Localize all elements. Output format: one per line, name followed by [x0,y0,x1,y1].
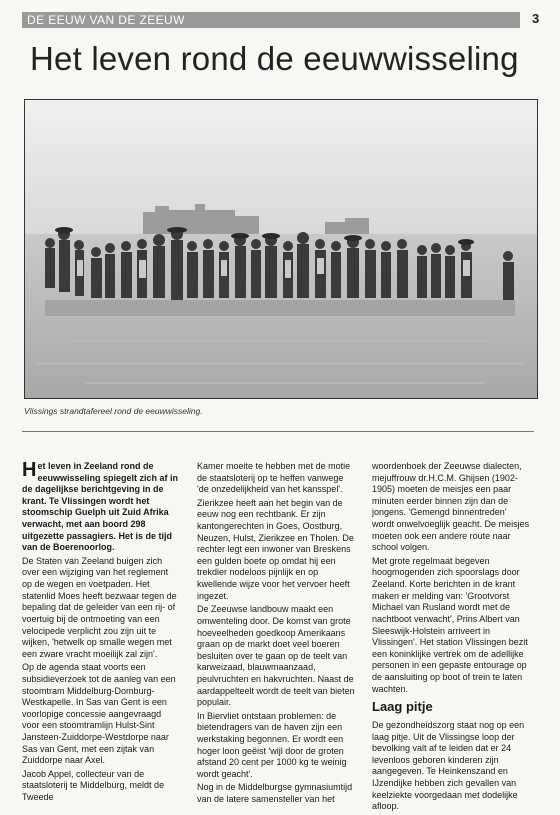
body-paragraph: Kamer moeite te hebben met de motie de staatsloterij op te heffen vanwege 'de onzedelijkheid van het kansspel'. [197,461,351,495]
body-paragraph: woordenboek der Zeeuwse dialecten, mejuffrouw dr.H.C.M. Ghijsen (1902-1905) moeten de meisjes een paar minuten eerder binnen zijn dan de jongens. 'Gemengd binnentreden' wordt onwelvoeglijk geacht. De meisjes moeten ook een andere route naar school volgen. [372,461,530,553]
body-paragraph: Op de agenda staat voorts een subsidieverzoek tot de aanleg van een stoomtram Middelburg-Domburg-Westkapelle. In Sas van Gent is een voorlopige concessie aangevraagd voor een stoomtramlijn Hulst-Sint Jansteen-Zuiddorpe-Westdorpe naar Sas van Gent, met een zijtak van Zuiddorpe naar Axel. [22,662,176,766]
body-paragraph: Jacob Appel, collecteur van de staatsloterij te Middelburg, meldt de Tweede [22,768,165,803]
lead-text: et leven in Zeeland rond de eeuwwisseling spiegelt zich af in de dagelijkse berichtgeving in de krant. Te Vlissingen wordt het stoomschip Guelph uit Zuid Afrika verwacht, met aan boord 298 uitgezette passagiers. Het is de tijd van de Boerenoorlog. [22,461,178,553]
body-paragraph: In Biervliet ontstaan problemen: de bietendragers van de haven zijn een werkstaking begonnen. Er wordt een hoger loon geëist 'wijl door de groten afstand 20 cent per 1000 kg te weinig wordt geacht'. [197,710,347,779]
body-paragraph: De Zeeuwse landbouw maakt een omwenteling door. De komst van grote hoeveelheden goedkoop Amerikaans graan op de markt doet veel boeren besluiten over te gaan op de teelt van karweizaad, blauwmaanzaad, peulvruchten en hakvruchten. Naast de aardappelteelt wordt de teelt van bieten populair. [197,604,355,708]
article-column-2 [197,461,355,808]
divider [22,431,534,432]
article-column-3 [372,461,530,815]
drop-cap: H [22,459,37,481]
body-paragraph: Met grote regelmaat begeven hoogmogenden zich spoorslags door Zeeland. Korte berichten in de krant maken er melding van: 'Grootvorst Michael van Rusland wordt met de nachtboot verwacht', Prins Albert van Sleeswijk-Holstein arriveert in Vlissingen'. Het station Vlissingen bezit een koninklijke vertrek om de adellijke personen in een gepaste entourage op de aansluiting op boot of trein te laten wachten. [372,555,528,694]
section-title: DE EEUW VAN DE ZEEUW [27,13,185,27]
page-number: 3 [532,11,540,26]
body-paragraph: Nog in de Middelburgse gymnasiumtijd van de latere samensteller van het [197,782,353,805]
beach-photograph [24,99,538,399]
section-header-bar [22,12,520,28]
lead-paragraph [22,461,180,554]
subheading: Laag pitje [372,699,433,715]
body-paragraph: De Staten van Zeeland buigen zich over een wijziging van het reglement op de wegen en voetpaden. Het statenlid Moes heeft bezwaar tegen de bepaling dat de geleider van een rij- of voertuig bij de ontmoeting van een velocipede verplicht zou zijn uit te wijken, 'hetwelk op smalle wegen met een zware vracht moeilijk zal zijn'. [22,555,177,659]
body-paragraph: De gezondheidszorg staat nog op een laag pitje. Uit de Vlissingse loop der bevolking valt af te leiden dat er 24 levenloos geboren kinderen zijn aangegeven. Te Heinkenszand en IJzendijke hebben zich gevallen van keelziekte voorgedaan met dodelijke afloop. [372,719,525,812]
body-paragraph: Zierikzee heeft aan het begin van de eeuw nog een rechtbank. Er zijn kantongerechten in Goes, Oostburg, Neuzen, Hulst, Zierikzee en Tholen. De rechter legt een inwoner van Breskens een gulden boete op omdat hij een trekdier nodeloos pijnlijk en op kwellende wijze voor het vervoer heeft ingezet. [197,497,354,601]
photo-caption: Vlissings strandtafereel rond de eeuwwisseling. [24,406,203,416]
article-title: Het leven rond de eeuwwisseling [30,40,519,77]
article-column-1 [22,461,180,806]
